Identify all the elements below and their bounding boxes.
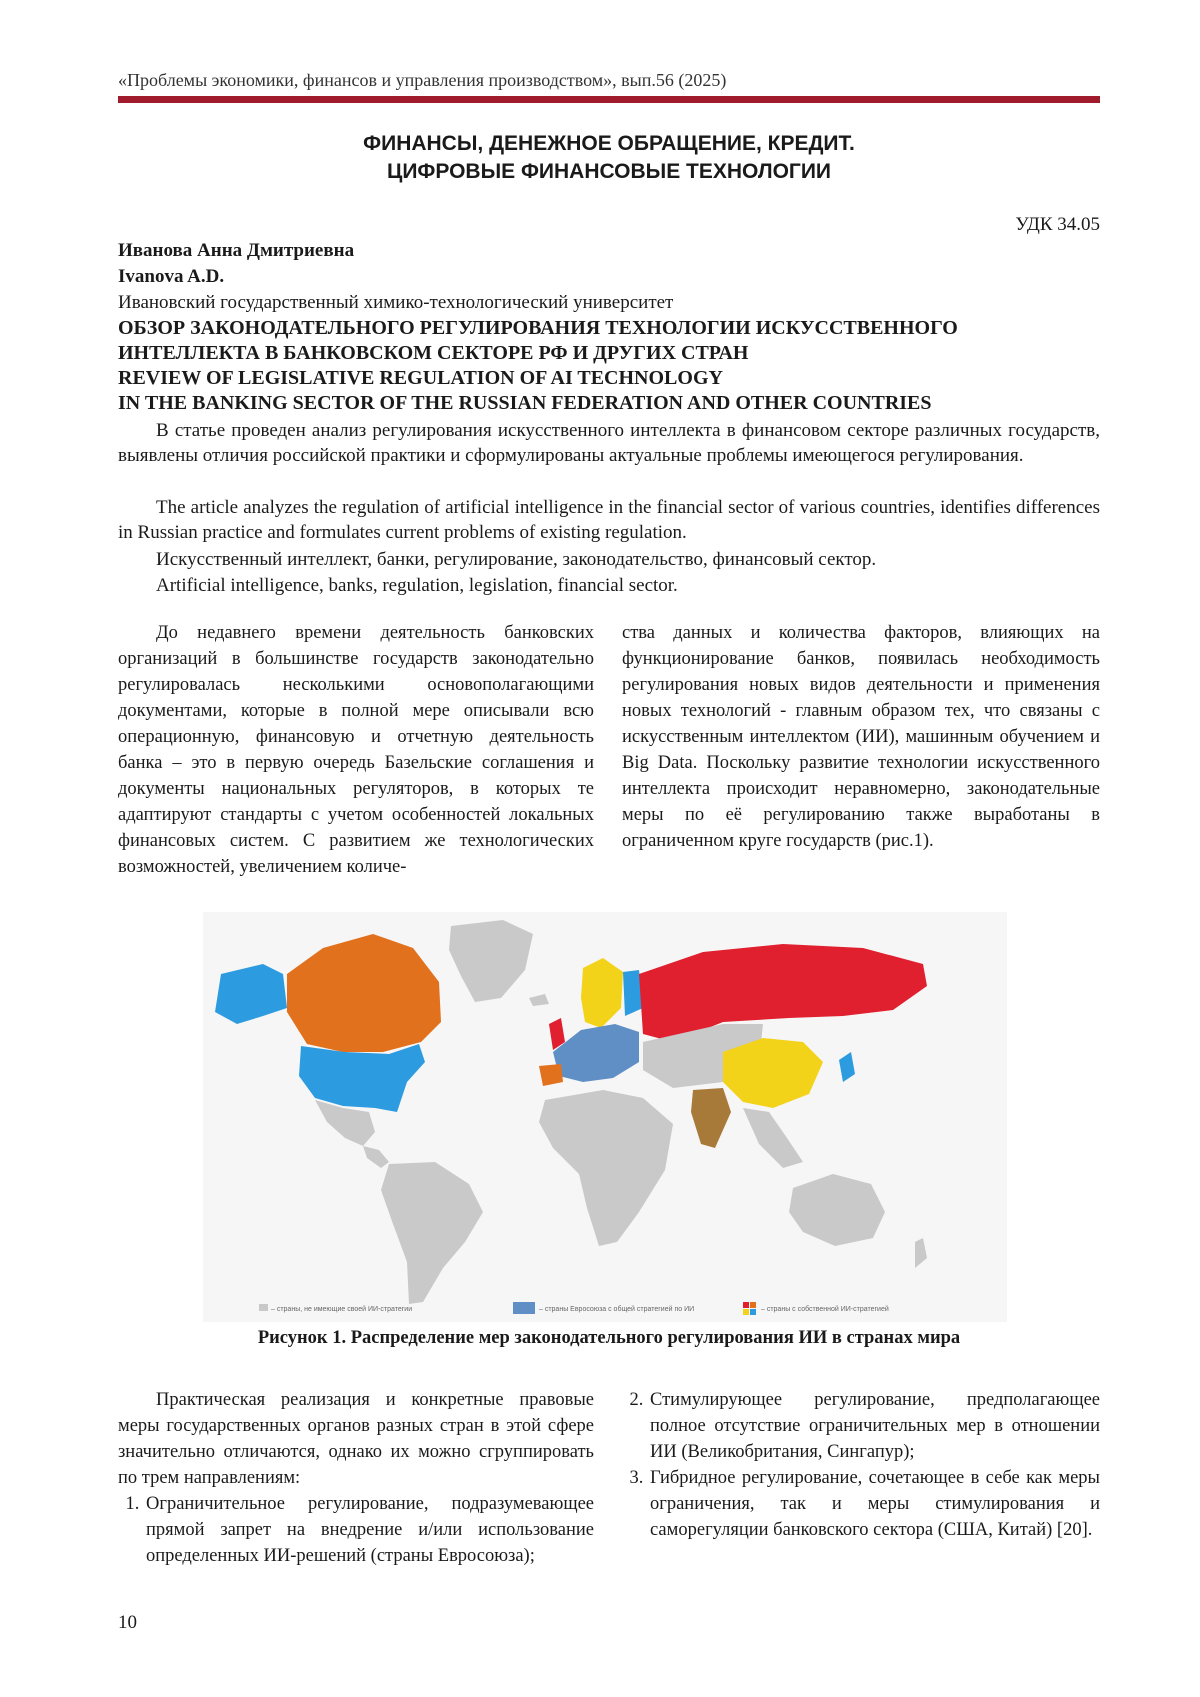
world-map-figure bbox=[203, 912, 1007, 1322]
body-column-right: ства данных и количества факторов, влияющих на функционирование банков, появилась необходимость регулирования новых видов деятельности и применения новых технологий - главным образом тех, что связаны с искусственным интеллектом (ИИ), машинным обучением и Big Data. Поскольку развитие технологии искусственного интеллекта происходит неравномерно, законодательные меры по её регулированию также выработаны в ограниченном круге государств (рис.1). bbox=[622, 623, 1100, 851]
legend-swatch-yellow bbox=[743, 1309, 749, 1315]
legend-no-strategy: – страны, не имеющие своей ИИ-стратегии bbox=[271, 1306, 413, 1313]
title-en-line1: REVIEW OF LEGISLATIVE REGULATION OF AI TECHNOLOGY bbox=[118, 367, 723, 389]
udk-code: УДК 34.05 bbox=[1015, 214, 1100, 235]
abstract-ru: В статье проведен анализ регулирования искусственного интеллекта в финансовом секторе различных государств, выявлены отличия российской практики и сформулированы актуальные проблемы имеющегося регулирования. bbox=[118, 420, 1100, 466]
list-item: 3. Гибридное регулирование, сочетающее в себе как меры ограничения, так и меры стимулирования и саморегуляции банковского сектора (США, Китай) [20]. bbox=[648, 1465, 1100, 1543]
title-ru-line2: ИНТЕЛЛЕКТА В БАНКОВСКОМ СЕКТОРЕ РФ И ДРУГИХ СТРАН bbox=[118, 342, 749, 364]
body2-intro: Практическая реализация и конкретные правовые меры государственных органов разных стран в этой сфере значительно отличаются, однако их можно сгруппировать по трем направлениям: bbox=[118, 1390, 594, 1488]
legend-swatch-red bbox=[743, 1302, 749, 1308]
keywords-ru: Искусственный интеллект, банки, регулирование, законодательство, финансовый сектор. bbox=[156, 549, 877, 570]
iberia bbox=[539, 1064, 563, 1086]
abstract-en: The article analyzes the regulation of artificial intelligence in the financial sector of various countries, identifies differences in Russian practice and formulates current problems of existing regulation. bbox=[118, 497, 1100, 543]
list-item: 2. Стимулирующее регулирование, предполагающее полное отсутствие ограничительных мер в отношении ИИ (Великобритания, Сингапур); bbox=[648, 1387, 1100, 1465]
body2-column-left bbox=[118, 1387, 594, 1569]
legend-eu-common: – страны Евросоюза с общей стратегией по ИИ bbox=[539, 1306, 695, 1313]
figure-caption: Рисунок 1. Распределение мер законодательного регулирования ИИ в странах мира bbox=[257, 1328, 961, 1348]
author-name-ru: Иванова Анна Дмитриевна bbox=[118, 240, 355, 261]
body-column-left: До недавнего времени деятельность банковских организаций в большинстве государств законодательно регулировалась несколькими основополагающими документами, которые в полной мере описывали всю операционную, финансовую и отчетную деятельность банка – это в первую очередь Базельские соглашения и документы национальных регуляторов, в которых те адаптируют стандарты с учетом особенностей локальных финансовых систем. С развитием же технологических возможностей, увеличением количе- bbox=[118, 623, 594, 877]
title-en-line2: IN THE BANKING SECTOR OF THE RUSSIAN FEDERATION AND OTHER COUNTRIES bbox=[118, 392, 932, 414]
legend-swatch-gray bbox=[259, 1304, 268, 1311]
running-head: «Проблемы экономики, финансов и управления производством», вып.56 (2025) bbox=[118, 70, 727, 90]
legend-swatch-eu bbox=[513, 1302, 535, 1314]
title-ru-line1: ОБЗОР ЗАКОНОДАТЕЛЬНОГО РЕГУЛИРОВАНИЯ ТЕХНОЛОГИИ ИСКУССТВЕННОГО bbox=[118, 317, 958, 339]
author-name-en: Ivanova A.D. bbox=[118, 266, 225, 287]
legend-own-strategy: – страны с собственной ИИ-стратегией bbox=[761, 1306, 889, 1313]
section-title-line1: ФИНАНСЫ, ДЕНЕЖНОЕ ОБРАЩЕНИЕ, КРЕДИТ. bbox=[363, 132, 855, 155]
section-title-line2: ЦИФРОВЫЕ ФИНАНСОВЫЕ ТЕХНОЛОГИИ bbox=[386, 160, 832, 183]
page-number: 10 bbox=[118, 1612, 137, 1633]
list-item: 1. Ограничительное регулирование, подразумевающее прямой запрет на внедрение и/или использование определенных ИИ-решений (страны Евросоюза); bbox=[144, 1491, 594, 1569]
header-rule bbox=[118, 96, 1100, 103]
legend-swatch-orange bbox=[750, 1302, 756, 1308]
legend-swatch-blue bbox=[750, 1309, 756, 1315]
author-affiliation: Ивановский государственный химико-технологический университет bbox=[118, 292, 674, 313]
keywords-en: Artificial intelligence, banks, regulation, legislation, financial sector. bbox=[156, 575, 678, 596]
body2-column-right bbox=[622, 1387, 1100, 1543]
